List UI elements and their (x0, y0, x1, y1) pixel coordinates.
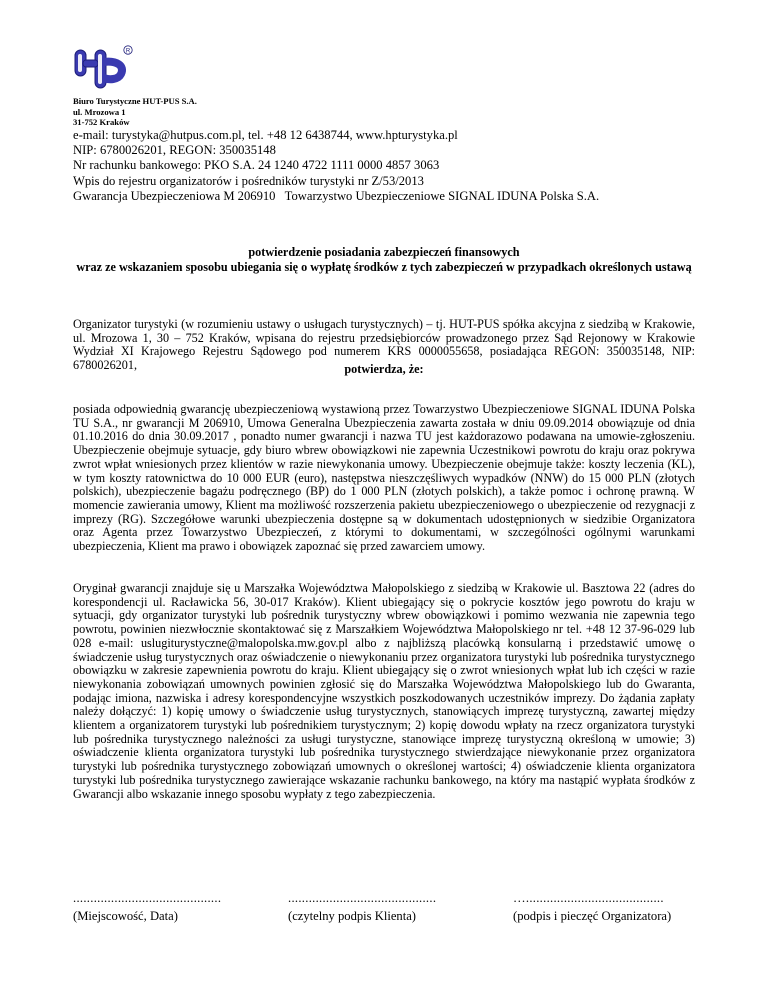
company-address-block (73, 96, 197, 128)
contact-line-registry: Wpis do rejestru organizatorów i pośredników turystyki nr Z/53/2013 (73, 173, 424, 188)
signature-client (288, 889, 436, 925)
contact-block (73, 128, 599, 204)
contact-line-guarantee: Gwarancja Ubezpieczeniowa M 206910 Towarzystwo Ubezpieczeniowe SIGNAL IDUNA Polska S.A. (73, 188, 600, 203)
company-logo (73, 44, 135, 94)
document-title-line1: potwierdzenie posiadania zabezpieczeń finansowych (248, 245, 520, 259)
signature-organizer (513, 889, 671, 925)
contact-line-email: e-mail: turystyka@hutpus.com.pl, tel. +48 12 6438744, www.hpturystyka.pl (73, 128, 458, 142)
intro-paragraph: Organizator turystyki (w rozumieniu ustawy o usługach turystycznych) – tj. HUT-PUS spółka akcyjna z siedzibą w Krakowie, ul. Mrozowa 1, 30 – 752 Kraków, wpisana do rejestru przedsiębiorców prowadzonego przez Sąd Rejonowy w Krakowie Wydział XI Krajowego Rejestru Sądowego pod numerem KRS 0000055658, posiadająca REGON: 350035148, NIP: 6780026201, (73, 317, 695, 373)
hp-logo-icon (73, 44, 135, 94)
contact-line-nip: NIP: 6780026201, REGON: 350035148 (73, 143, 276, 158)
signature-label: (Miejscowość, Data) (73, 909, 178, 923)
svg-text:R: R (125, 48, 131, 55)
signature-line: …........................................ (513, 891, 664, 905)
company-city: 31-752 Kraków (73, 117, 130, 127)
signature-line: ........................................... (73, 891, 222, 905)
claim-procedure-paragraph: Oryginał gwarancji znajduje się u Marszałka Województwa Małopolskiego z siedzibą w Krakowie ul. Basztowa 22 (adres do korespondencji ul. Racławicka 56, 30-017 Kraków). Klient ubiegający się o pokrycie kosztów jego powrotu do kraju w sytuacji, gdy organizator turystyki lub pośrednik turystyczny wbrew obowiązkowi i pomimo wezwania nie zapewnia tego powrotu, powinien niezwłocznie skontaktować się z Marszałkiem Województwa Małopolskiego nr tel. +48 12 37-96-029 lub 028 e-mail: uslugiturystyczne@malopolska.mw.gov.pl albo z najbliższą placówką konsularną i przedstawić umowę o świadczenie usług turystycznych oraz oświadczenie o niewykonaniu przez organizatora turystyki lub pośrednika turystycznego obowiązku w zakresie zapewnienia powrotu do kraju. Klient ubiegający się o zwrot wniesionych wpłat lub ich części w razie niewykonania zobowiązań umownych powinien zgłosić się do Marszałka Województwa Małopolskiego lub do Gwaranta, podając imiona, nazwiska i adresy korespondencyjne wszystkich poszkodowanych uczestników imprezy. Do żądania zapłaty należy dołączyć: 1) kopię umowy o świadczenie usług turystycznych, stanowiących imprezę turystyczną, zawartej między klientem a organizatorem turystyki lub pośrednikiem turystycznym; 2) kopię dowodu wpłaty na rzecz organizatora turystyki lub pośrednika turystycznego należności za usługi turystyczne, stanowiące imprezę turystyczną określoną w umowie; 3) oświadczenie klienta organizatora turystyki lub pośrednika turystycznego stwierdzające niewykonanie przez organizatora turystyki lub pośrednika turystycznego zobowiązań umownych o określonej wartości; 4) oświadczenie klienta organizatora turystyki lub pośrednika turystycznego zawierające wskazanie rachunku bankowego, na który ma nastąpić wypłata środków z Gwarancji albo wskazanie innego sposobu wypłaty z tego zabezpieczenia. (73, 581, 695, 801)
document-title (73, 245, 695, 274)
contact-line-bank-account: Nr rachunku bankowego: PKO S.A. 24 1240 4722 1111 0000 4857 3063 (73, 158, 440, 173)
company-name: Biuro Turystyczne HUT-PUS S.A. (73, 96, 197, 106)
company-street: ul. Mrozowa 1 (73, 106, 126, 117)
signature-label: (czytelny podpis Klienta) (288, 909, 416, 923)
signature-line: ........................................... (288, 891, 437, 905)
confirms-heading: potwierdza, że: (344, 362, 424, 376)
signature-place-date (73, 889, 221, 925)
document-title-line2: wraz ze wskazaniem sposobu ubiegania się o wypłatę środków z tych zabezpieczeń w przypadkach określonych ustawą (76, 259, 692, 274)
signature-label: (podpis i pieczęć Organizatora) (513, 909, 672, 923)
guarantee-paragraph: posiada odpowiednią gwarancję ubezpieczeniową wystawioną przez Towarzystwo Ubezpieczeniowe SIGNAL IDUNA Polska TU S.A., nr gwarancji M 206910, Umowa Generalna Ubezpieczenia zawarta została w dniu 09.09.2014 obowiązuje od dnia 01.10.2016 do dnia 30.09.2017 , ponadto numer gwarancji i nazwa TU jest każdorazowo podawana na umowie-zgłoszeniu. Ubezpieczenie obejmuje sytuacje, gdy biuro wbrew obowiązkowi nie zapewnia Uczestnikowi powrotu do kraju oraz pokrywa zwrot wpłat wniesionych przez klientów w razie niewykonania umowy. Ubezpieczenie obejmuje także: koszty leczenia (KL), w tym koszty ratownictwa do 10 000 EUR (euro), następstwa nieszczęśliwych wypadków (NNW) do 15 000 PLN (złotych polskich), ubezpieczenie bagażu podręcznego (BP) do 1 000 PLN (złotych polskich), a także pomoc i ochronę prawną. W momencie zawierania umowy, Klient ma możliwość rozszerzenia pakietu ubezpieczeniowego o ubezpieczenie od rezygnacji z imprezy (RG). Szczegółowe warunki ubezpieczenia dostępne są w dokumentach udostępnionych w siedzibie Organizatora oraz Agenta przez Towarzystwo Ubezpieczeń, z którymi to dokumentami, w szczególności ogólnymi warunkami ubezpieczenia, Klient ma prawo i obowiązek zapoznać się przed zawarciem umowy. (73, 402, 695, 554)
